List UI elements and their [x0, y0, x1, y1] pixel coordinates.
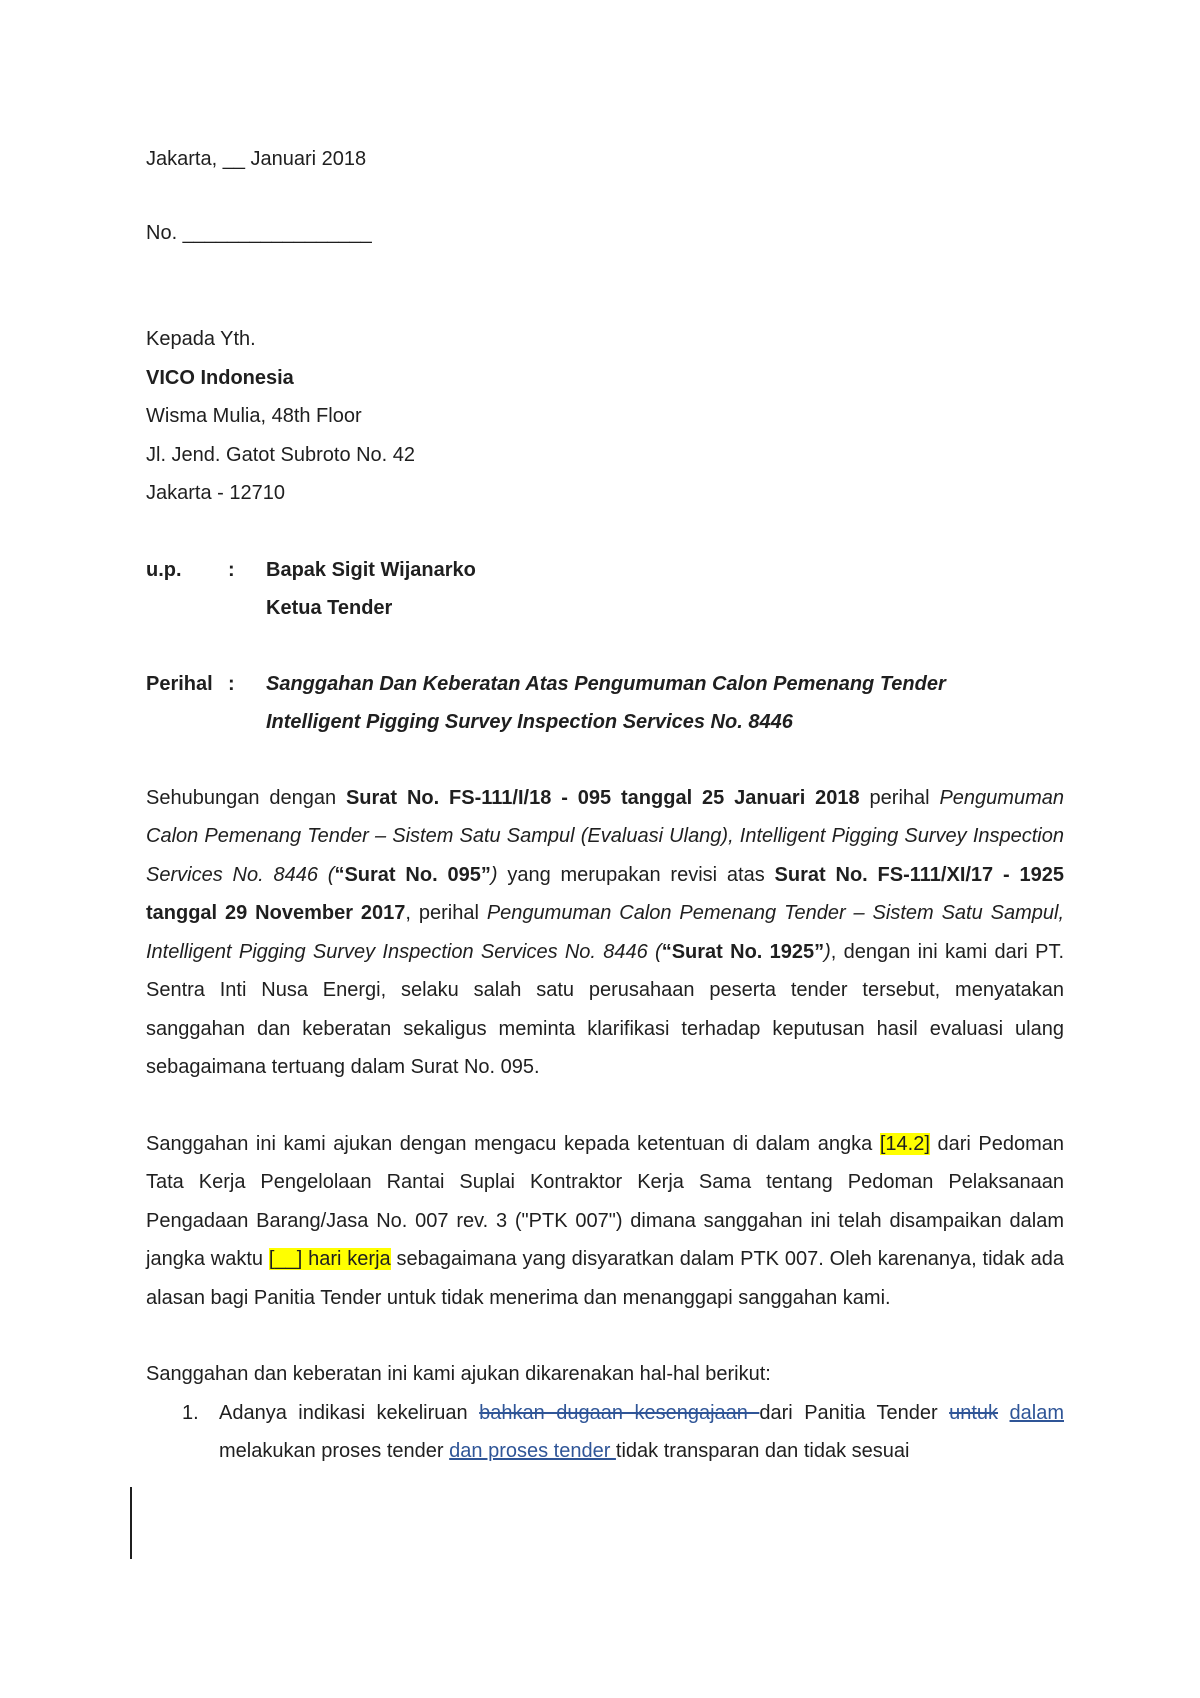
subject-text — [266, 665, 1064, 742]
list-number: 1. — [182, 1401, 199, 1424]
tracked-deletion: untuk — [949, 1401, 999, 1424]
attention-label: u.p. — [146, 558, 182, 581]
subject-separator: : — [228, 672, 235, 695]
attention-name: Bapak Sigit Wijanarko — [266, 558, 476, 581]
salutation: Kepada Yth. — [146, 328, 256, 350]
subject-line-1: Sanggahan Dan Keberatan Atas Pengumuman Calon Pemenang Tender — [266, 672, 946, 695]
track-change-bar — [130, 1487, 132, 1559]
highlight-days: [__] hari kerja — [268, 1248, 391, 1270]
recipient-address-2: Jl. Jend. Gatot Subroto No. 42 — [146, 443, 416, 466]
subject-line-2: Intelligent Pigging Survey Inspection Services No. 8446 — [266, 711, 793, 733]
recipient-address-1: Wisma Mulia, 48th Floor — [146, 405, 362, 427]
recipient-address-3: Jakarta - 12710 — [146, 482, 285, 504]
letter-number: No. _________________ — [146, 221, 372, 244]
letter-body — [146, 140, 1064, 1471]
paragraph-2: Sanggahan ini kami ajukan dengan mengacu kepada ketentuan di dalam angka [14.2] dari Pedoman Tata Kerja Pengelolaan Rantai Suplai Kontraktor Kerja Sama tentang Pedoman Pelaksanaan Pengadaan Barang/Jasa No. 007 rev. 3 ("PTK 007") dimana sanggahan ini telah disampaikan dalam jangka waktu [__] hari kerja sebagaimana yang disyaratkan dalam PTK 007. Oleh karenanya, tidak ada alasan bagi Panitia Tender untuk tidak menerima dan menanggapi sanggahan kami. — [146, 1132, 1065, 1309]
attention-separator: : — [228, 558, 235, 581]
list-item — [146, 1394, 1064, 1471]
subject-label: Perihal — [146, 672, 213, 695]
attention-block — [146, 551, 1064, 628]
paragraph-3: Sanggahan dan keberatan ini kami ajukan dikarenakan hal-hal berikut: — [146, 1363, 771, 1385]
attention-title: Ketua Tender — [266, 597, 393, 619]
list-text: Adanya indikasi kekeliruan bahkan dugaan kesengajaan dari Panitia Tender untuk dalam melakukan proses tender dan proses tender tidak transparan dan tidak sesuai — [219, 1401, 1064, 1462]
recipient-company: VICO Indonesia — [146, 366, 294, 389]
tracked-insertion: dan proses tender — [449, 1440, 616, 1462]
attention-recipient — [266, 551, 1064, 628]
highlight-clause: [14.2] — [879, 1132, 930, 1155]
tracked-insertion: dalam — [1009, 1401, 1064, 1424]
subject-block — [146, 665, 1064, 742]
place-date: Jakarta, __ Januari 2018 — [146, 148, 367, 170]
tracked-deletion: bahkan dugaan kesengajaan — [479, 1401, 760, 1424]
paragraph-1: Sehubungan dengan Surat No. FS-111/I/18 - 095 tanggal 25 Januari 2018 perihal Pengumuman Calon Pemenang Tender – Sistem Satu Sampul (Evaluasi Ulang), Intelligent Pigging Survey Inspection Services No. 8446 (“Surat No. 095”) yang merupakan revisi atas Surat No. FS-111/XI/17 - 1925 tanggal 29 November 2017, perihal Pengumuman Calon Pemenang Tender – Sistem Satu Sampul, Intelligent Pigging Survey Inspection Services No. 8446 (“Surat No. 1925”), dengan ini kami dari PT. Sentra Inti Nusa Energi, selaku salah satu perusahaan peserta tender tersebut, menyatakan sanggahan dan keberatan sekaligus meminta klarifikasi terhadap keputusan hasil evaluasi ulang sebagaimana tertuang dalam Surat No. 095. — [146, 786, 1065, 1078]
